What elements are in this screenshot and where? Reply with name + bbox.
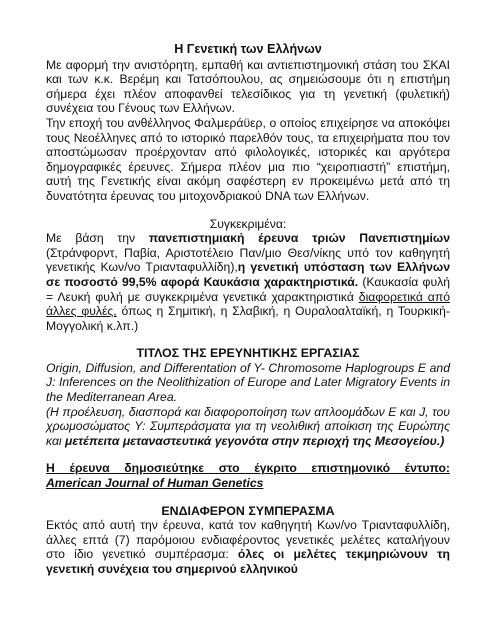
spacer — [46, 491, 450, 504]
document-page — [46, 42, 450, 577]
publication-line: Η έρευνα δημοσιεύτηκε στο έγκριτο επιστημονικό έντυπο: — [46, 461, 450, 476]
caucasian-note-underline: διαφορετικά από άλλες φυλές, — [46, 289, 451, 319]
caucasian-note-end: όπως η Σημιτική, η Σλαβική, η Ουραλοαλταϊκή, η Τουρκική- Μογγολική κ.λπ.) — [46, 304, 451, 333]
specifically-label: Συγκεκριμένα: — [209, 216, 287, 231]
conclusion-paragraph — [46, 518, 450, 576]
conclusion-heading: ΕΝΔΙΑΦΕΡΟΝ ΣΥΜΠΕΡΑΣΜΑ — [161, 503, 335, 518]
spacer — [46, 333, 450, 346]
spacer — [46, 448, 450, 461]
research-english-title: Origin, Diffusion, and Differentation of Y- Chromosome Haplogroups E and J: Inferences on the Neolithization of Europe and Later Migratory Events in the Mediterranean Area. — [46, 360, 450, 405]
research-heading: ΤΙΤΛΟΣ ΤΗΣ ΕΡΕΥΝΗΤΙΚΗΣ ΕΡΓΑΣΙΑΣ — [136, 346, 360, 361]
journal-name: American Journal of Human Genetics — [46, 476, 264, 491]
specifically-lead-bold: πανεπιστημιακή έρευνα τριών Πανεπιστημίων — [148, 231, 450, 246]
conclusion-text-bold: όλες οι μελέτες τεκμηριώνουν τη γενετική συνέχεια του σημερινού ελληνικού — [46, 547, 450, 576]
research-greek-title-bold: μετέπειτα μεταναστευτικά γεγονότα στην περιοχή της Μεσογείου.) — [65, 433, 445, 448]
spacer — [46, 204, 450, 217]
specifically-paragraph — [46, 231, 450, 333]
caucasian-note-start: (Καυκασία φυλή = Λευκή φυλή με συγκεκριμένα γενετικά χαρακτηριστικά — [46, 274, 450, 304]
intro-paragraph-1: Με αφορμή την ανιστόρητη, εμπαθή και αντιεπιστημονική στάση του ΣΚΑΙ και των κ.κ. Βερέμη και Τατσόπουλου, ας σημειώσουμε ότι η επιστήμη σήμερα έχει πλέον αποφανθεί τελεσίδικος για τη γενετική (φυλετική) συνέχεια του Γένους των Ελλήνων. — [46, 57, 450, 116]
specifically-lead: Με βάση την — [46, 231, 149, 246]
research-greek-title — [46, 405, 450, 449]
genetic-claim: η γενετική υπόσταση των Ελλήνων σε ποσοστό 99,5% αφορά Καυκάσια χαρακτηριστικά. — [46, 260, 450, 289]
research-greek-title-plain: (Η προέλευση, διασπορά και διαφοροποίηση των απλοομάδων Ε και J, του χρωμοσώματος Υ: Συμπεράσματα για τη νεολιθική αποίκιση της Ευρώπης και — [46, 404, 450, 448]
universities-text: (Στράνφορντ, Παβία, Αριστοτέλειο Παν/μιο Θεσ/νίκης υπό τον καθηγητή γενετικής Κων/νο Τριανταφυλλίδη), — [46, 245, 450, 275]
intro-paragraph-2: Την εποχή του ανθέλληνος Φαλμεράϋερ, ο οποίος επιχείρησε να αποκόψει τους Νεοέλληνες από το ιστορικό παρελθόν τους, τα επιχειρήματα που τον αποστώμωσαν προέρχονταν από φιλολογικές, ιστορικές και αργότερα δημογραφικές έρευνες. Σήμερα πλέον μια πιο “χειροπιαστή” επιστήμη, αυτή της Γενετικής είναι ακόμη σαφέστερη εν προκειμένω μετά από τη δυνατότητα έρευνας του μιτοχονδριακού DNA των Ελλήνων. — [46, 115, 450, 203]
conclusion-text: Εκτός από αυτή την έρευνα, κατά τον καθηγητή Κων/νο Τριανταφυλλίδη, άλλες επτά (7) παρόμοιου ενδιαφέροντος γενετικές μελέτες καταλήγουν στο ίδιο γενετικό συμπέρασμα: — [46, 518, 450, 562]
document-title: Η Γενετική των Ελλήνων — [174, 42, 322, 56]
